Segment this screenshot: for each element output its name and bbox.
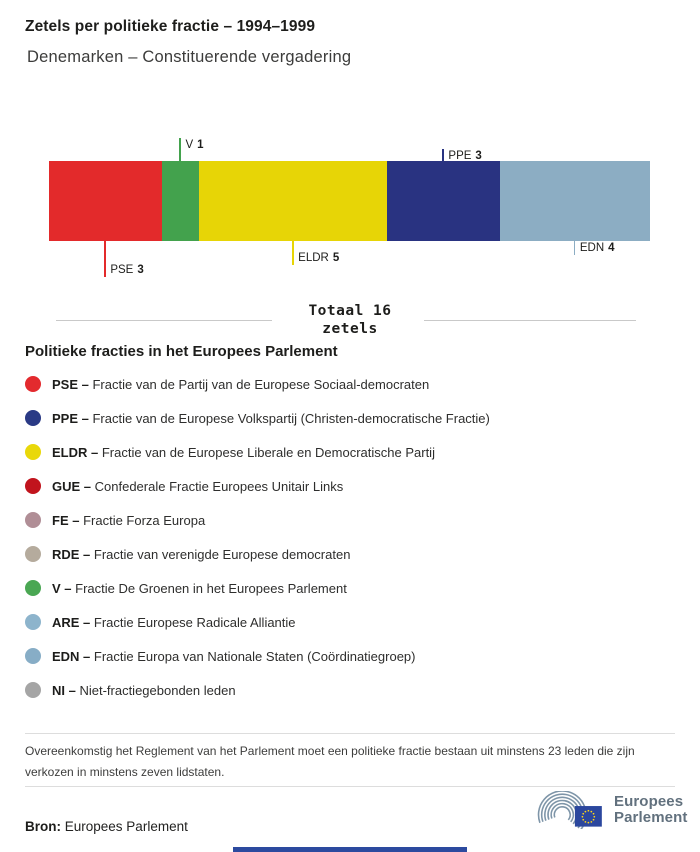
bar-segment-eldr — [199, 161, 387, 241]
ep-logo-text — [614, 794, 687, 826]
bar-segment-edn — [500, 161, 650, 241]
legend-item-pse — [25, 367, 490, 401]
callout-line-ppe — [442, 149, 444, 161]
legend-item-fe — [25, 503, 490, 537]
callout-group-name: PSE — [110, 264, 134, 276]
callout-seat-count: 3 — [137, 264, 144, 276]
legend-dot-icon — [25, 376, 41, 392]
legend-item-gue — [25, 469, 490, 503]
bottom-scroll-indicator[interactable] — [233, 847, 467, 852]
ep-logo-line1: Europees — [614, 793, 684, 810]
callout-line-v — [179, 138, 181, 161]
callout-label-pse — [110, 264, 143, 277]
eu-flag-icon — [575, 806, 602, 827]
callout-group-name: ELDR — [298, 252, 329, 264]
footnote-divider-top — [25, 733, 675, 734]
legend-item-eldr — [25, 435, 490, 469]
callout-line-pse — [104, 241, 106, 277]
legend-dot-icon — [25, 478, 41, 494]
callout-seat-count: 3 — [475, 150, 482, 162]
page-title: Zetels per politieke fractie – 1994–1999 — [25, 18, 316, 35]
callout-group-name: EDN — [579, 242, 605, 254]
ep-logo-line2: Parlement — [614, 809, 688, 826]
legend-item-v — [25, 571, 490, 605]
bar-segment-v — [162, 161, 200, 241]
callout-seat-count: 4 — [608, 242, 615, 254]
legend-item-are — [25, 605, 490, 639]
callout-label-v — [185, 139, 203, 152]
legend-item-ni — [25, 673, 490, 707]
legend-item-edn — [25, 639, 490, 673]
callout-seat-count: 1 — [197, 139, 204, 151]
callout-group-name: PPE — [448, 150, 472, 162]
legend-item-label: V – Fractie De Groenen in het Europees Parlement — [52, 580, 347, 596]
source-label: Bron: — [25, 819, 61, 834]
legend-item-label: ARE – Fractie Europese Radicale Alliantie — [52, 614, 296, 630]
bar-segment-ppe — [387, 161, 500, 241]
legend-item-label: PPE – Fractie van de Europese Volkspartij (Christen-democratische Fractie) — [52, 410, 490, 426]
footnote-divider-bottom — [25, 786, 675, 787]
legend-dot-icon — [25, 648, 41, 664]
legend-dot-icon — [25, 580, 41, 596]
source-value: Europees Parlement — [64, 819, 188, 834]
legend-heading: Politieke fracties in het Europees Parlement — [25, 343, 338, 360]
legend-list — [25, 367, 490, 707]
legend-item-rde — [25, 537, 490, 571]
legend-item-label: FE – Fractie Forza Europa — [52, 512, 206, 528]
callout-seat-count: 5 — [332, 252, 340, 264]
total-divider-right — [424, 320, 636, 321]
legend-item-ppe — [25, 401, 490, 435]
legend-dot-icon — [25, 444, 41, 460]
legend-dot-icon — [25, 682, 41, 698]
callout-label-ppe — [448, 150, 481, 163]
hemicycle-icon — [527, 791, 607, 829]
legend-dot-icon — [25, 512, 41, 528]
callout-label-edn — [580, 242, 615, 255]
legend-item-label: RDE – Fractie van verenigde Europese democraten — [52, 546, 351, 562]
legend-item-label: ELDR – Fractie van de Europese Liberale en Democratische Partij — [52, 444, 435, 460]
legend-item-label: EDN – Fractie Europa van Nationale Staten (Coördinatiegroep) — [52, 648, 416, 664]
total-seats-line2: zetels — [322, 321, 378, 337]
legend-dot-icon — [25, 546, 41, 562]
callout-line-eldr — [292, 241, 294, 265]
seats-stacked-bar-chart — [49, 139, 650, 276]
legend-dot-icon — [25, 614, 41, 630]
legend-item-label: GUE – Confederale Fractie Europees Unitair Links — [52, 478, 344, 494]
legend-item-label: PSE – Fractie van de Partij van de Europese Sociaal-democraten — [52, 376, 430, 392]
callout-line-edn — [574, 241, 576, 255]
callout-group-name: V — [185, 139, 194, 151]
footnote-text: Overeenkomstig het Reglement van het Parlement moet een politieke fractie bestaan uit minstens 23 leden die zijn verkozen in minstens zeven lidstaten. — [25, 744, 635, 779]
page-subtitle: Denemarken – Constituerende vergadering — [27, 48, 352, 66]
source-line — [25, 819, 188, 834]
total-seats-line1: Totaal 16 — [308, 303, 392, 319]
callout-label-eldr — [298, 252, 339, 265]
legend-item-label: NI – Niet-fractiegebonden leden — [52, 682, 236, 698]
bar-segment-pse — [49, 161, 162, 241]
legend-dot-icon — [25, 410, 41, 426]
ep-logo — [527, 791, 687, 829]
